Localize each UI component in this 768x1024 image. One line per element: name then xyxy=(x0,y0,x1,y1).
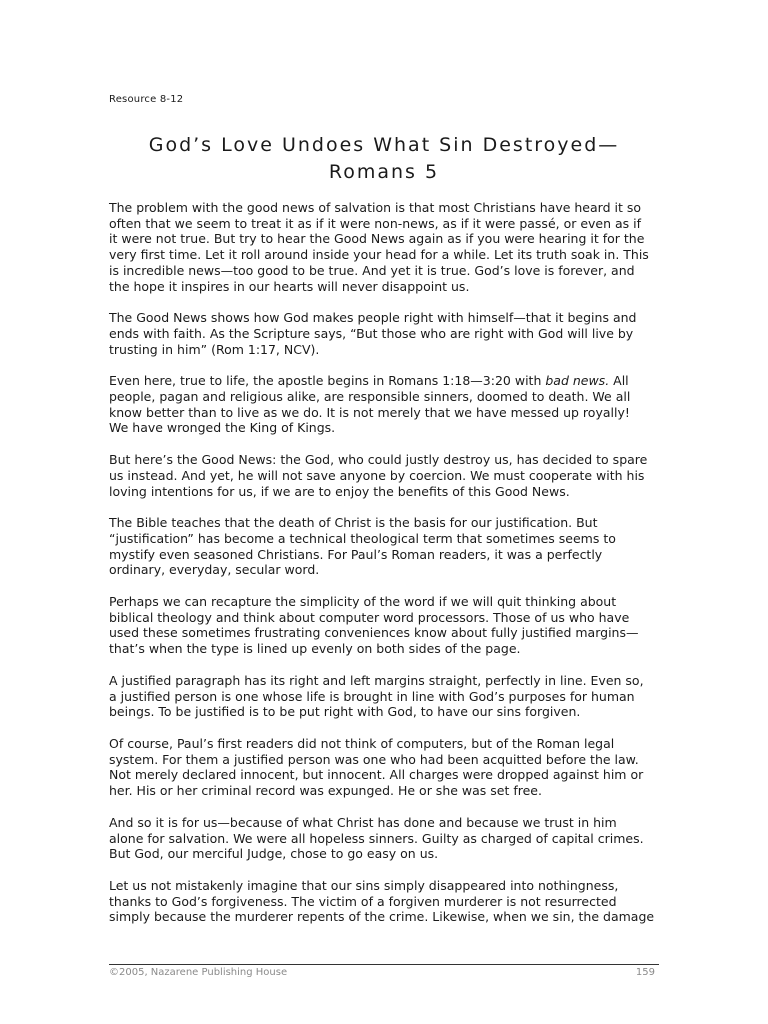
text-segment: All xyxy=(609,373,629,389)
text-line: But God, our merciful Judge, chose to go easy on us. xyxy=(109,846,439,862)
text-line: a justified person is one whose life is brought in line with God’s purposes for human xyxy=(109,688,635,704)
title-line-2: Romans 5 xyxy=(328,160,440,183)
text-line: ends with faith. As the Scripture says, “But those who are right with God will live by xyxy=(109,325,634,341)
text-line: Perhaps we can recapture the simplicity of the word if we will quit thinking about xyxy=(109,594,617,610)
text-line: people, pagan and religious alike, are responsible sinners, doomed to death. We all xyxy=(109,389,631,405)
paragraph-9 xyxy=(109,815,661,862)
text-line: beings. To be justified is to be put right with God, to have our sins forgiven. xyxy=(109,704,581,720)
text-line: “justification” has become a technical theological term that sometimes seems to xyxy=(109,530,616,546)
title-line-1: God’s Love Undoes What Sin Destroyed— xyxy=(148,133,620,156)
text-line: ordinary, everyday, secular word. xyxy=(109,562,320,578)
text-line: thanks to God’s forgiveness. The victim of a forgiven murderer is not resurrected xyxy=(109,893,617,909)
text-line: used these sometimes frustrating conveniences know about fully justified margins— xyxy=(109,625,639,641)
paragraph-6 xyxy=(109,594,661,657)
paragraph-1 xyxy=(109,200,661,294)
paragraph-5 xyxy=(109,515,661,578)
text-line: Not merely declared innocent, but innocent. All charges were dropped against him or xyxy=(109,767,644,783)
text-line: trusting in him” (Rom 1:17, NCV). xyxy=(109,341,320,357)
footer-divider xyxy=(109,964,659,965)
footer-copyright: ©2005, Nazarene Publishing House xyxy=(109,967,288,978)
text-line: The Bible teaches that the death of Christ is the basis for our justification. But xyxy=(109,515,598,531)
text-line: simply because the murderer repents of the crime. Likewise, when we sin, the damage xyxy=(109,909,655,925)
paragraph-10 xyxy=(109,878,661,925)
paragraph-4 xyxy=(109,452,661,499)
text-line: We have wronged the King of Kings. xyxy=(109,420,336,436)
paragraph-3 xyxy=(109,373,661,436)
paragraph-8 xyxy=(109,736,661,799)
resource-label: Resource 8-12 xyxy=(109,94,184,105)
text-line: very first time. Let it roll around inside your head for a while. Let its truth soak in. This xyxy=(109,247,649,263)
text-line: mystify even seasoned Christians. For Paul’s Roman readers, it was a perfectly xyxy=(109,546,603,562)
text-line: is incredible news—too good to be true. And yet it is true. God’s love is forever, and xyxy=(109,262,635,278)
page-number: 159 xyxy=(635,967,655,978)
text-line: Of course, Paul’s first readers did not think of computers, but of the Roman legal xyxy=(109,735,615,751)
text-line: it were not true. But try to hear the Good News again as if you were hearing it for the xyxy=(109,231,645,247)
text-line: A justified paragraph has its right and left margins straight, perfectly in line. Even so, xyxy=(109,672,644,688)
text-line: And so it is for us—because of what Christ has done and because we trust in him xyxy=(109,814,617,830)
text-line: biblical theology and think about computer word processors. Those of us who have xyxy=(109,609,630,625)
page-title xyxy=(100,132,668,186)
paragraph-7 xyxy=(109,673,661,720)
text-line: the hope it inspires in our hearts will never disappoint us. xyxy=(109,278,470,294)
text-line: her. His or her criminal record was expunged. He or she was set free. xyxy=(109,783,542,799)
text-line: The problem with the good news of salvation is that most Christians have heard it so xyxy=(109,200,641,215)
text-line: us instead. And yet, he will not save anyone by coercion. We must cooperate with his xyxy=(109,467,645,483)
paragraph-2 xyxy=(109,310,661,357)
text-line: The Good News shows how God makes people right with himself—that it begins and xyxy=(109,310,637,326)
text-segment: Even here, true to life, the apostle begins in Romans 1:18—3:20 with xyxy=(109,373,546,389)
emphasis-text: bad news. xyxy=(545,373,610,389)
text-line: system. For them a justified person was one who had been acquitted before the law. xyxy=(109,751,639,767)
text-line: know better than to live as we do. It is not merely that we have messed up royally! xyxy=(109,404,630,420)
text-line xyxy=(109,373,661,389)
text-line: alone for salvation. We were all hopeless sinners. Guilty as charged of capital crimes. xyxy=(109,830,644,846)
text-line: that’s when the type is lined up evenly on both sides of the page. xyxy=(109,641,521,657)
article-body xyxy=(109,200,661,941)
text-line: often that we seem to treat it as if it were non-news, as if it were passé, or even as if xyxy=(109,215,642,231)
text-line: Let us not mistakenly imagine that our sins simply disappeared into nothingness, xyxy=(109,877,619,893)
text-line: loving intentions for us, if we are to enjoy the benefits of this Good News. xyxy=(109,483,570,499)
text-line: But here’s the Good News: the God, who could justly destroy us, has decided to spare xyxy=(109,452,648,468)
